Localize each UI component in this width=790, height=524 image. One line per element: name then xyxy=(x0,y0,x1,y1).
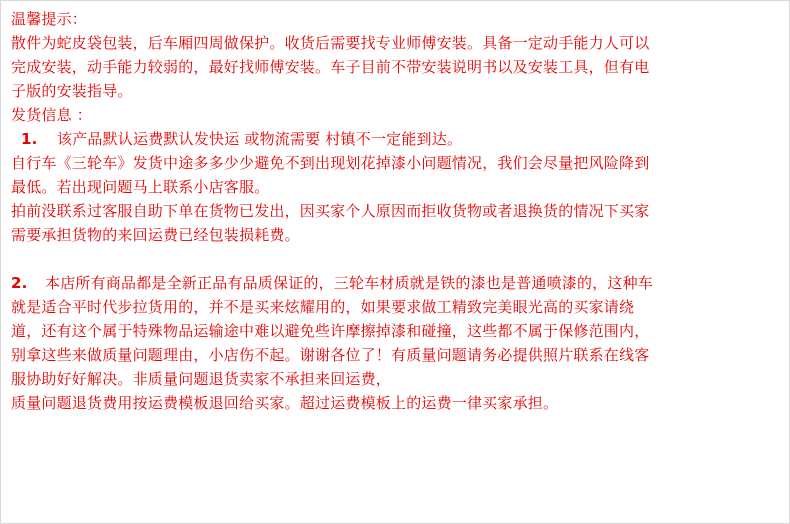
shipping-line: 拍前没联系过客服自助下单在货物已发出，因买家个人原因而拒收货物或者退换货的情况下买家 xyxy=(11,202,650,220)
item-text: 该产品默认运费默认发快运 或物流需要 村镇不一定能到达。 xyxy=(57,130,463,148)
notice-line: 散件为蛇皮袋包装，后车厢四周做保护。收货后需要找专业师傅安装。具备一定动手能力人可以 xyxy=(11,34,650,52)
item-number: 2. xyxy=(11,274,28,292)
shipping-item-1 xyxy=(11,127,781,151)
spacer xyxy=(11,247,781,271)
shipping-heading: 发货信息 ： xyxy=(11,106,92,124)
notice-heading: 温馨提示： xyxy=(11,10,88,28)
shipping-line: 需要承担货物的来回运费已经包装损耗费。 xyxy=(11,226,300,244)
shipping-line: 自行车《三轮车》发货中途多多少少避免不到出现划花掉漆小问题情况，我们会尽量把风险降到 xyxy=(11,154,650,172)
notice-line: 完成安装，动手能力较弱的，最好找师傅安装。车子目前不带安装说明书以及安装工具，但有电 xyxy=(11,58,650,76)
item-number: 1. xyxy=(21,130,38,148)
store-notice-text xyxy=(11,7,781,415)
quality-line: 质量问题退货费用按运费模板退回给买家。超过运费模板上的运费一律买家承担。 xyxy=(11,394,559,412)
notice-line: 子版的安装指导。 xyxy=(11,82,133,100)
quality-line: 道，还有这个属于特殊物品运输途中难以避免些许摩擦掉漆和碰撞，这些都不属于保修范围内， xyxy=(11,322,650,340)
quality-line: 就是适合平时代步拉货用的，并不是买来炫耀用的，如果要求做工精致完美眼光高的买家请绕 xyxy=(11,298,635,316)
shipping-line: 最低。若出现问题马上联系小店客服。 xyxy=(11,178,270,196)
quality-line: 服协助好好解决。非质量问题退货卖家不承担来回运费， xyxy=(11,370,392,388)
quality-line: 别拿这些来做质量问题理由，小店伤不起。谢谢各位了！有质量问题请务必提供照片联系在线客 xyxy=(11,346,650,364)
quality-item-2 xyxy=(11,271,781,295)
item-text: 本店所有商品都是全新正品有品质保证的，三轮车材质就是铁的漆也是普通喷漆的，这种车 xyxy=(45,274,654,292)
